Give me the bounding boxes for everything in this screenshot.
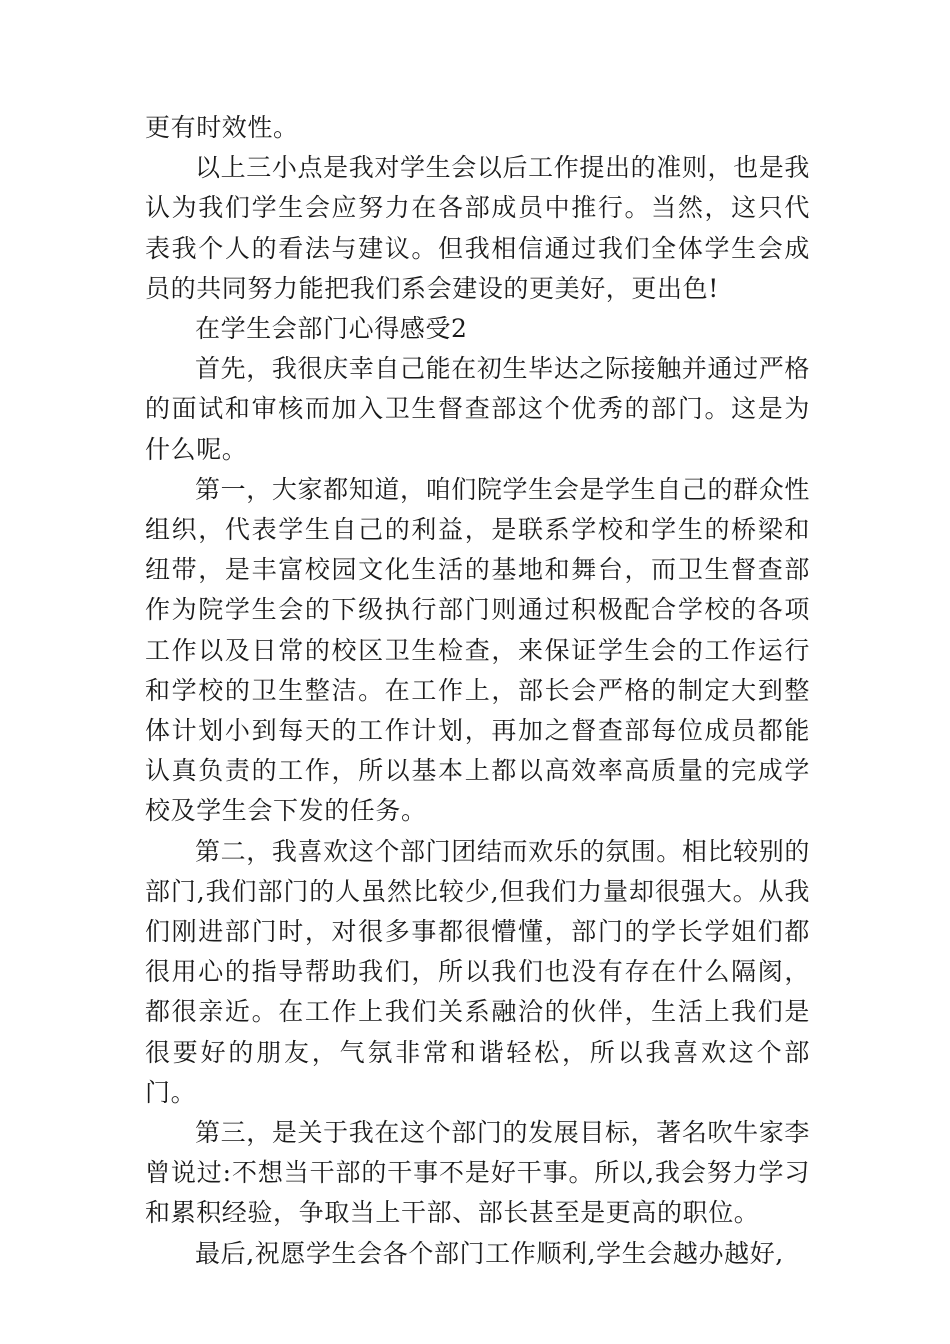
paragraph: 以上三小点是我对学生会以后工作提出的准则，也是我认为我们学生会应努力在各部成员中推行。当然，这只代表我个人的看法与建议。但我相信通过我们全体学生会成员的共同努力能把我们系会建设的更美好，更出色!: [145, 153, 810, 303]
section-heading: 在学生会部门心得感受2: [195, 314, 468, 344]
paragraph: 更有时效性。: [145, 113, 299, 142]
paragraph: 最后,祝愿学生会各个部门工作顺利,学生会越办越好,: [195, 1238, 784, 1268]
document-body: [145, 108, 810, 1274]
paragraph: 第三，是关于我在这个部门的发展目标，著名吹牛家李曾说过:不想当干部的干事不是好干事。所以,我会努力学习和累积经验，争取当上干部、部长甚至是更高的职位。: [145, 1118, 810, 1228]
paragraph: 第二，我喜欢这个部门团结而欢乐的氛围。相比较别的部门,我们部门的人虽然比较少,但我们力量却很强大。从我们刚进部门时，对很多事都很懵懂，部门的学长学姐们都很用心的指导帮助我们，所以我们也没有存在什么隔阂，都很亲近。在工作上我们关系融洽的伙伴，生活上我们是很要好的朋友，气氛非常和谐轻松，所以我喜欢这个部门。: [145, 836, 810, 1107]
paragraph: 首先，我很庆幸自己能在初生毕达之际接触并通过严格的面试和审核而加入卫生督查部这个优秀的部门。这是为什么呢。: [145, 354, 810, 464]
paragraph: 第一，大家都知道，咱们院学生会是学生自己的群众性组织，代表学生自己的利益，是联系学校和学生的桥梁和纽带，是丰富校园文化生活的基地和舞台，而卫生督查部作为院学生会的下级执行部门则通过积极配合学校的各项工作以及日常的校区卫生检查，来保证学生会的工作运行和学校的卫生整洁。在工作上，部长会严格的制定大到整体计划小到每天的工作计划，再加之督查部每位成员都能认真负责的工作，所以基本上都以高效率高质量的完成学校及学生会下发的任务。: [145, 474, 810, 826]
